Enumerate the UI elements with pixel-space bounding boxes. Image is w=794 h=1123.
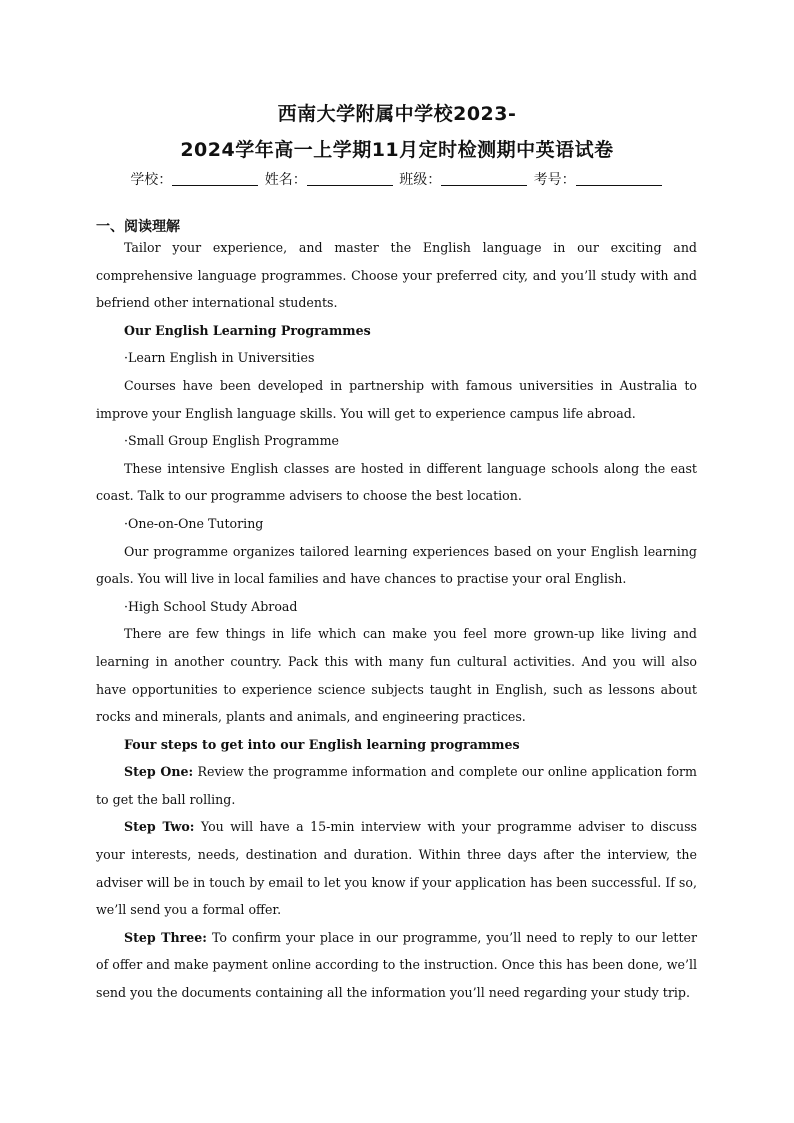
step-paragraph bbox=[96, 813, 697, 923]
name-blank[interactable] bbox=[307, 171, 393, 186]
programme-name: ·Learn English in Universities bbox=[124, 350, 315, 366]
reading-passage bbox=[96, 234, 697, 1007]
programme-desc: Our programme organizes tailored learning experiences based on your English learning goals. You will live in local families and have chances to practise your oral English. bbox=[96, 543, 697, 587]
step-label: Step Three: bbox=[124, 929, 207, 945]
class-label: 班级： bbox=[399, 172, 442, 188]
school-label: 学校： bbox=[130, 172, 173, 188]
step-label: Step Two: bbox=[124, 819, 195, 835]
class-blank[interactable] bbox=[441, 171, 527, 186]
student-info-row bbox=[0, 170, 794, 190]
programme-desc: Courses have been developed in partnership with famous universities in Australia to improve your English language skills. You will get to experience campus life abroad. bbox=[96, 377, 697, 421]
programme-name: ·High School Study Abroad bbox=[124, 598, 298, 614]
programme-desc: These intensive English classes are hosted in different language schools along the east coast. Talk to our programme advisers to choose the best location. bbox=[96, 460, 697, 504]
programme-desc: There are few things in life which can make you feel more grown-up like living and learning in another country. Pack this with many fun cultural activities. And you will also have opportunities to experience science subjects taught in English, such as lessons about rocks and minerals, plants and animals, and engineering practices. bbox=[96, 626, 697, 725]
exam-title-line-2: 2024学年高一上学期11月定时检测期中英语试卷 bbox=[180, 139, 614, 161]
exam-title-line-1: 西南大学附属中学校2023- bbox=[277, 103, 517, 125]
programmes-heading: Our English Learning Programmes bbox=[124, 322, 371, 338]
section-title: 一、阅读理解 bbox=[96, 219, 180, 235]
intro-paragraph: Tailor your experience, and master the English language in our exciting and comprehensive language programmes. Choose your preferred city, and you’ll study with and befriend other international students. bbox=[96, 240, 697, 311]
programme-name: ·Small Group English Programme bbox=[124, 433, 339, 449]
name-label: 姓名： bbox=[264, 172, 307, 188]
exam-number-label: 考号： bbox=[533, 172, 576, 188]
step-text: Review the programme information and complete our online application form to get the ball rolling. bbox=[96, 764, 697, 807]
steps-heading: Four steps to get into our English learning programmes bbox=[124, 736, 520, 752]
step-paragraph bbox=[96, 924, 697, 1007]
step-paragraph bbox=[96, 758, 697, 813]
step-text: You will have a 15-min interview with your programme adviser to discuss your interests, needs, destination and duration. Within three days after the interview, the adviser will be in touch by email to let you know if your application has been successful. If so, we’ll send you a formal offer. bbox=[96, 819, 697, 918]
exam-number-blank[interactable] bbox=[576, 171, 662, 186]
step-text: To confirm your place in our programme, you’ll need to reply to our letter of offer and make payment online according to the instruction. Once this has been done, we’ll send you the documents containing all the information you’ll need regarding your study trip. bbox=[96, 929, 698, 1001]
school-blank[interactable] bbox=[172, 171, 258, 186]
step-label: Step One: bbox=[124, 764, 194, 780]
programme-name: ·One-on-One Tutoring bbox=[124, 515, 264, 531]
